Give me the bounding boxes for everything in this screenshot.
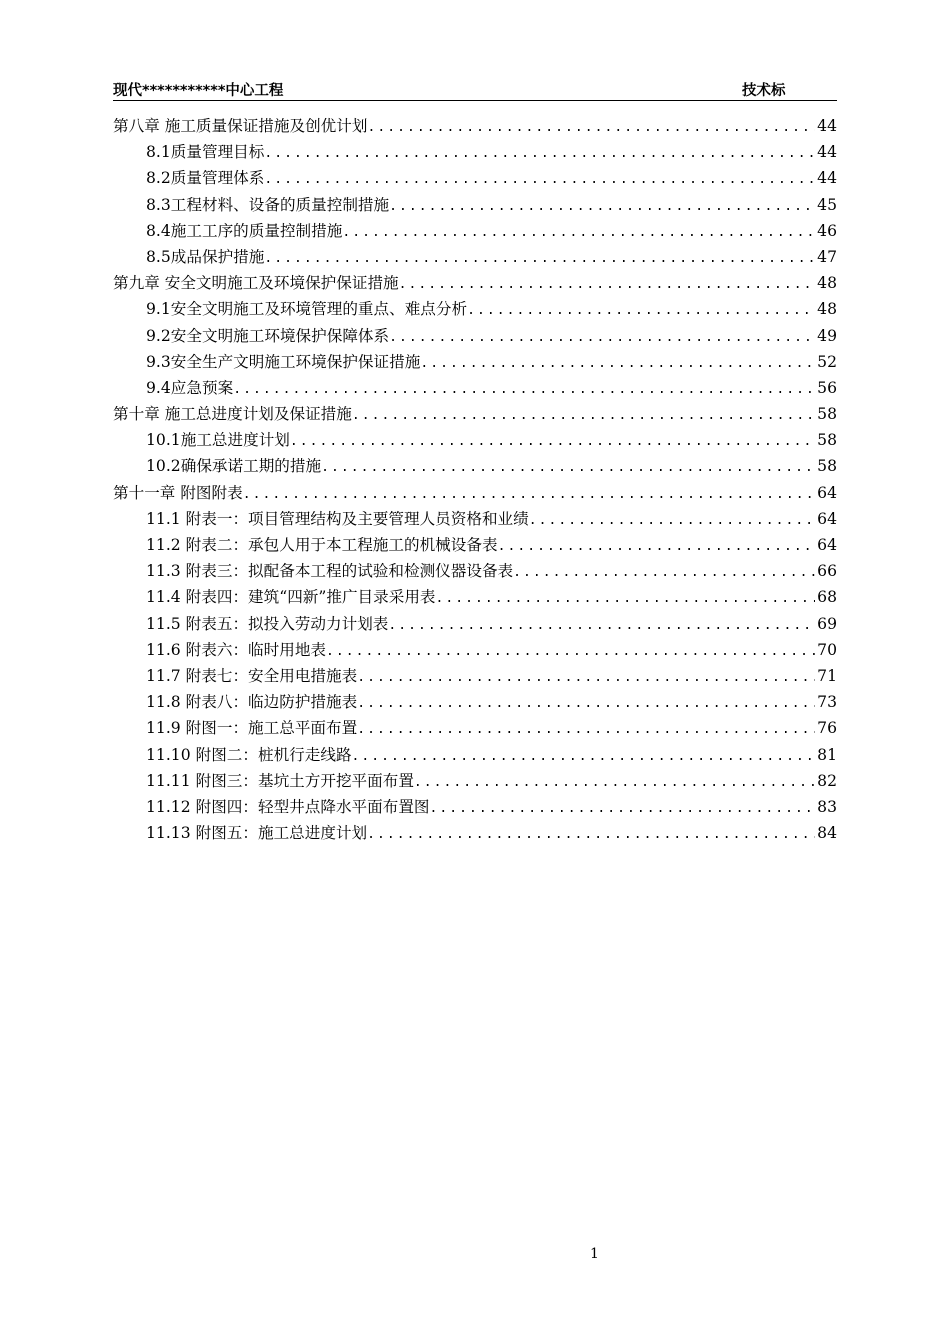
toc-section-entry[interactable] — [113, 427, 837, 453]
toc-dot-leader — [529, 508, 815, 532]
toc-entry-title: 11.1 附表一：项目管理结构及主要管理人员资格和业绩 — [146, 509, 529, 528]
toc-entry-title: 8.2质量管理体系 — [146, 169, 265, 188]
toc-entry-title: 11.10 附图二：桩机行走线路 — [146, 745, 352, 764]
toc-entry-page: 45 — [817, 195, 837, 214]
toc-entry-title: 8.4施工工序的质量控制措施 — [146, 221, 343, 240]
toc-section-entry[interactable] — [113, 218, 837, 244]
toc-dot-leader — [498, 534, 816, 558]
toc-entry-page: 58 — [817, 431, 837, 450]
toc-entry-title: 8.1质量管理目标 — [146, 143, 265, 162]
toc-dot-leader — [389, 194, 815, 218]
toc-entry-page: 64 — [817, 509, 837, 528]
toc-section-entry[interactable] — [113, 584, 837, 610]
toc-dot-leader — [357, 665, 815, 689]
toc-dot-leader — [264, 141, 815, 165]
toc-entry-title: 第九章 安全文明施工及环境保护保证措施 — [113, 274, 399, 293]
toc-entry-page: 76 — [817, 719, 837, 738]
toc-section-entry[interactable] — [113, 192, 837, 218]
toc-section-entry[interactable] — [113, 244, 837, 270]
toc-entry-title: 8.5成品保护措施 — [146, 247, 265, 266]
toc-chapter-entry[interactable] — [113, 113, 837, 139]
toc-section-entry[interactable] — [113, 506, 837, 532]
page-number: 1 — [590, 1246, 599, 1262]
toc-entry-title: 11.9 附图一：施工总平面布置 — [146, 719, 358, 738]
toc-section-entry[interactable] — [113, 532, 837, 558]
toc-dot-leader — [467, 298, 815, 322]
toc-section-entry[interactable] — [113, 715, 837, 741]
page-header — [113, 76, 837, 101]
toc-section-entry[interactable] — [113, 139, 837, 165]
toc-section-entry[interactable] — [113, 453, 837, 479]
toc-entry-title: 11.8 附表八：临边防护措施表 — [146, 693, 358, 712]
toc-section-entry[interactable] — [113, 637, 837, 663]
toc-section-entry[interactable] — [113, 296, 837, 322]
toc-entry-title: 9.2安全文明施工环境保护保障体系 — [146, 326, 390, 345]
toc-dot-leader — [326, 639, 815, 663]
toc-dot-leader — [367, 115, 815, 139]
toc-dot-leader — [342, 220, 815, 244]
toc-chapter-entry[interactable] — [113, 270, 837, 296]
toc-entry-page: 83 — [817, 797, 837, 816]
toc-entry-title: 9.3安全生产文明施工环境保护保证措施 — [146, 352, 421, 371]
toc-dot-leader — [367, 822, 815, 846]
toc-section-entry[interactable] — [113, 349, 837, 375]
toc-entry-page: 68 — [817, 588, 837, 607]
toc-entry-page: 48 — [817, 300, 837, 319]
toc-entry-page: 70 — [817, 640, 837, 659]
toc-entry-title: 11.5 附表五：拟投入劳动力计划表 — [146, 614, 389, 633]
toc-section-entry[interactable] — [113, 165, 837, 191]
toc-entry-title: 9.4应急预案 — [146, 378, 234, 397]
toc-entry-title: 10.2确保承诺工期的措施 — [146, 457, 322, 476]
toc-section-entry[interactable] — [113, 689, 837, 715]
toc-entry-page: 73 — [817, 693, 837, 712]
toc-entry-page: 58 — [817, 457, 837, 476]
toc-entry-page: 47 — [817, 247, 837, 266]
toc-entry-title: 11.13 附图五：施工总进度计划 — [146, 824, 368, 843]
toc-dot-leader — [264, 167, 815, 191]
toc-entry-title: 11.11 附图三：基坑土方开挖平面布置 — [146, 771, 414, 790]
toc-entry-title: 11.2 附表二：承包人用于本工程施工的机械设备表 — [146, 536, 498, 554]
toc-dot-leader — [357, 691, 815, 715]
toc-dot-leader — [399, 272, 816, 296]
toc-entry-page: 48 — [817, 274, 837, 293]
toc-entry-page: 71 — [817, 666, 837, 685]
toc-entry-title: 11.6 附表六：临时用地表 — [146, 640, 327, 659]
toc-dot-leader — [243, 482, 815, 506]
toc-section-entry[interactable] — [113, 768, 837, 794]
toc-dot-leader — [389, 325, 815, 349]
toc-entry-page: 64 — [817, 483, 837, 502]
toc-entry-page: 84 — [817, 824, 837, 843]
toc-dot-leader — [357, 717, 815, 741]
toc-dot-leader — [414, 770, 815, 794]
toc-dot-leader — [430, 796, 816, 820]
toc-section-entry[interactable] — [113, 611, 837, 637]
toc-dot-leader — [264, 246, 815, 270]
toc-entry-page: 82 — [817, 771, 837, 790]
toc-dot-leader — [352, 744, 816, 768]
toc-entry-title: 第十一章 附图附表 — [113, 483, 243, 502]
toc-entry-page: 66 — [817, 562, 837, 581]
toc-entry-page: 44 — [817, 143, 837, 162]
toc-entry-page: 58 — [817, 405, 837, 424]
toc-entry-page: 46 — [817, 221, 837, 240]
toc-dot-leader — [420, 351, 815, 375]
header-title: 现代***********中心工程 — [113, 83, 284, 99]
toc-dot-leader — [352, 403, 815, 427]
toc-entry-title: 11.12 附图四：轻型井点降水平面布置图 — [146, 797, 430, 816]
toc-dot-leader — [436, 586, 816, 610]
toc-entry-page: 69 — [817, 614, 837, 633]
toc-section-entry[interactable] — [113, 820, 837, 846]
toc-entry-title: 11.7 附表七：安全用电措施表 — [146, 666, 358, 685]
toc-chapter-entry[interactable] — [113, 401, 837, 427]
header-doc-type: 技术标 — [742, 83, 786, 99]
toc-chapter-entry[interactable] — [113, 480, 837, 506]
toc-entry-title: 8.3工程材料、设备的质量控制措施 — [146, 195, 390, 214]
toc-section-entry[interactable] — [113, 742, 837, 768]
toc-entry-title: 10.1施工总进度计划 — [146, 431, 290, 450]
toc-entry-page: 81 — [817, 745, 837, 764]
toc-entry-page: 44 — [817, 169, 837, 188]
toc-dot-leader — [321, 455, 815, 479]
toc-section-entry[interactable] — [113, 794, 837, 820]
toc-section-entry[interactable] — [113, 323, 837, 349]
toc-entry-page: 49 — [817, 326, 837, 345]
toc-entry-title: 第十章 施工总进度计划及保证措施 — [113, 405, 352, 424]
toc-entry-page: 56 — [817, 378, 837, 397]
toc-dot-leader — [290, 429, 815, 453]
toc-dot-leader — [233, 377, 815, 401]
toc-section-entry[interactable] — [113, 558, 837, 584]
table-of-contents — [113, 113, 837, 846]
toc-section-entry[interactable] — [113, 375, 837, 401]
toc-section-entry[interactable] — [113, 663, 837, 689]
toc-entry-title: 第八章 施工质量保证措施及创优计划 — [113, 117, 368, 135]
toc-entry-title: 9.1安全文明施工及环境管理的重点、难点分析 — [146, 300, 468, 319]
toc-dot-leader — [513, 560, 815, 584]
toc-entry-title: 11.3 附表三：拟配备本工程的试验和检测仪器设备表 — [146, 562, 514, 581]
toc-entry-page: 44 — [817, 117, 837, 135]
toc-entry-title: 11.4 附表四：建筑“四新”推广目录采用表 — [146, 588, 436, 607]
toc-dot-leader — [388, 613, 815, 637]
toc-entry-page: 52 — [817, 352, 837, 371]
toc-entry-page: 64 — [817, 536, 837, 554]
